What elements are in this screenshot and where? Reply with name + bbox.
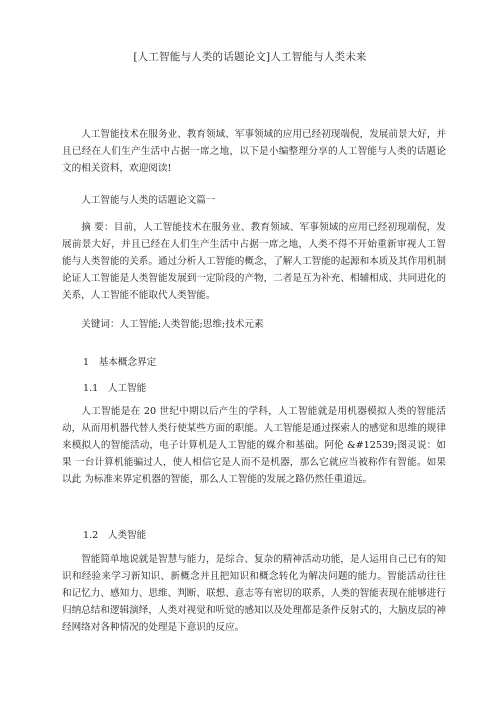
paragraph-1-1: 人工智能是在 20 世纪中期以后产生的学科，人工智能就是用机器模拟人类的智能活动，从而用机器代替人类行使某些方面的职能。人工智能是通过探索人的感觉和思维的规律 来模拟人的智能活动，电子计算机是人工智能的媒介和基础。阿伦 &#12539;图灵说：如果 一台计算机能骗过人，使人相信它是人而不是机器，那么它就应当被称作有智能。如果以此 为标准来界定机器的智能，那么人工智能的发展之路仍然任重道远。 bbox=[62, 406, 446, 485]
document-title: [人工智能与人类的话题论文]人工智能与人类未来 bbox=[133, 51, 367, 63]
heading-1: 1 基本概念界定 bbox=[83, 357, 157, 368]
heading-1-1: 1.1 人工智能 bbox=[83, 383, 147, 394]
paragraph-1-2: 智能简单地说就是智慧与能力，是综合、复杂的精神活动功能，是人运用自己已有的知识和经验来学习新知识、新概念并且把知识和概念转化为解决问题的能力。智能活动往往 和记忆力、感知力、思维、判断、联想、意志等有密切的联系，人类的智能表现在能够进行 归纳总结和逻辑演绎，人类对视觉和听觉的感知以及处理都是条件反射式的，大脑皮层的神 经网络对各种情况的处理是下意识的反应。 bbox=[62, 554, 446, 633]
abstract-paragraph: 摘 要：目前，人工智能技术在服务业、教育领域、军事领域的应用已经初现端倪，发展前景大好，并且已经在人们生产生活中占据一席之地，人类不得不开始重新审视人工智 能与人类智能的关系。通过分析人工智能的概念，了解人工智能的起源和本质及其作用机制 论证人工智能是人类智能发展到一定阶段的产物，二者是互为补充、相辅相成、共同进化的 关系，人工智能不能取代人类智能。 bbox=[62, 222, 446, 301]
section-title: 人工智能与人类的话题论文篇一 bbox=[81, 195, 216, 206]
intro-paragraph: 人工智能技术在服务业、教育领域、军事领域的应用已经初现端倪，发展前景大好，并且已经在人们生产生活中占据一席之地，以下是小编整理分享的人工智能与人类的话题论 文的相关资料，欢迎阅读! bbox=[62, 129, 446, 174]
keywords: 关键词：人工智能;人类智能;思维;技术元素 bbox=[81, 319, 264, 330]
heading-1-2: 1.2 人类智能 bbox=[83, 530, 147, 541]
